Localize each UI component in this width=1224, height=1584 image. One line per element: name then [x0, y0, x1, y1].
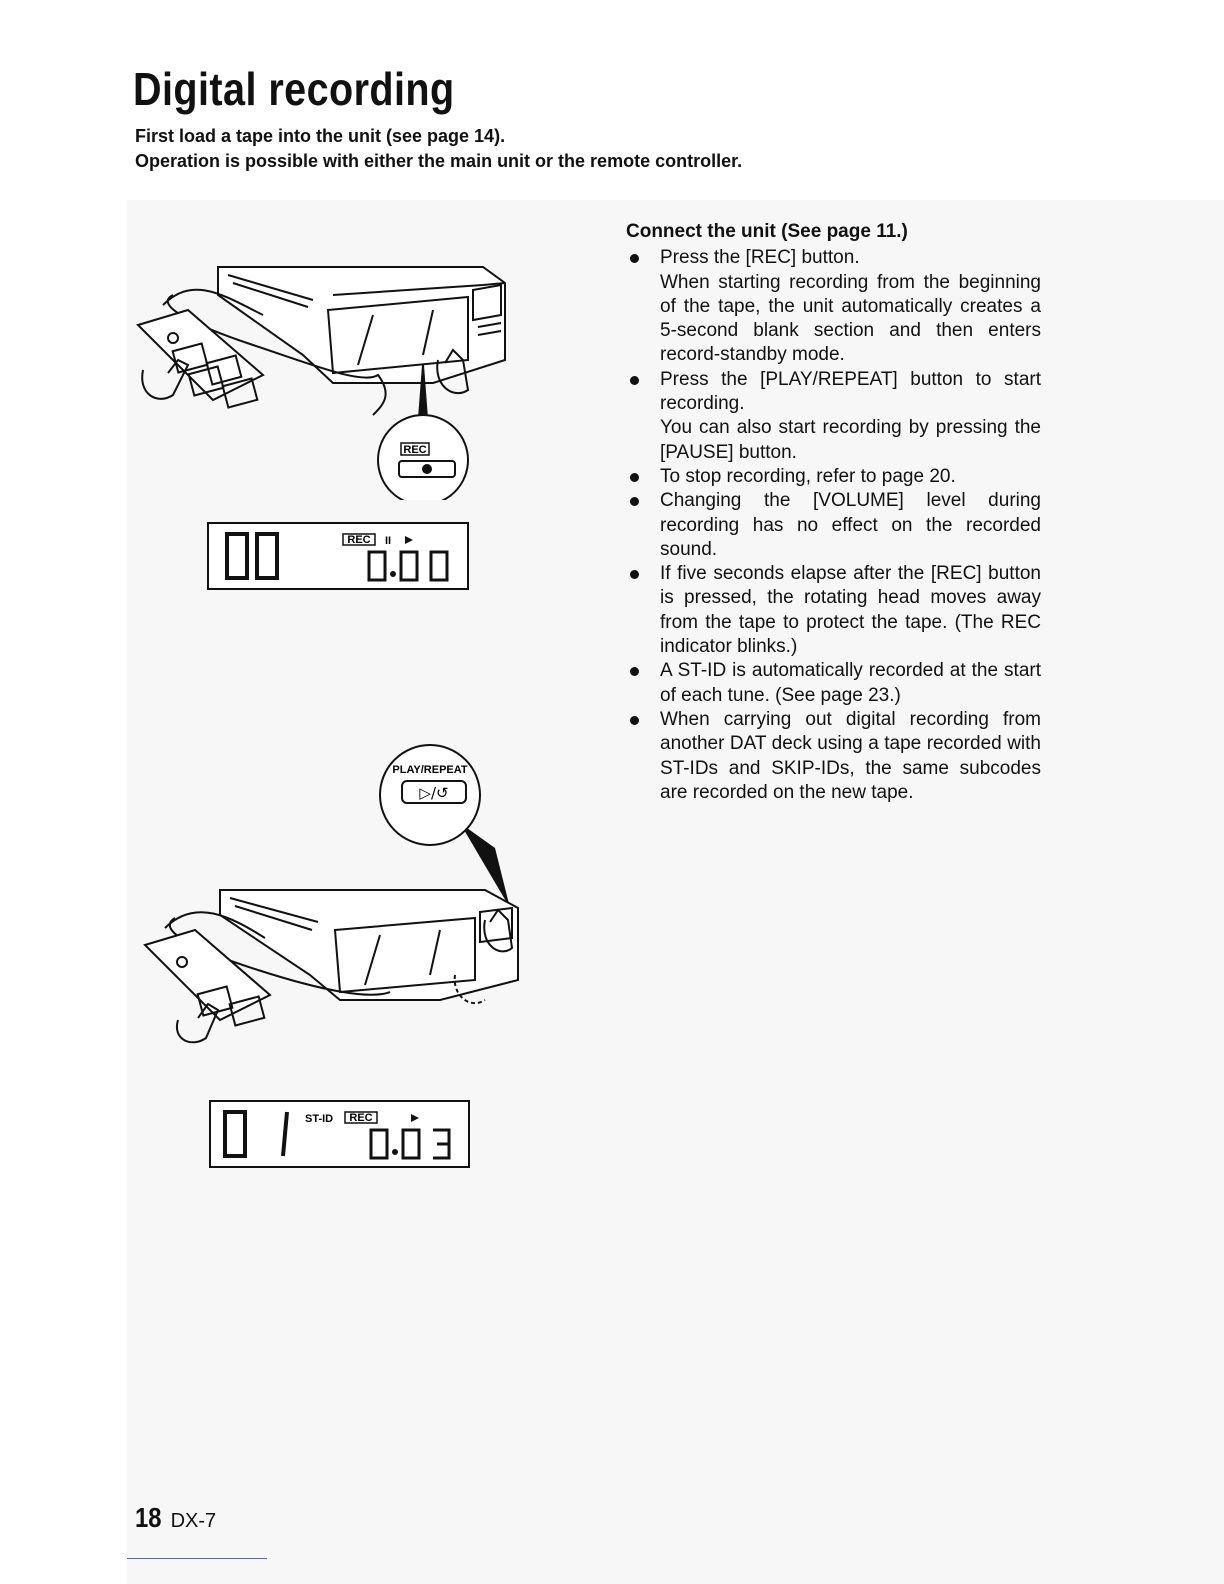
list-item — [626, 659, 1041, 708]
lcd1-rec-indicator: REC — [347, 534, 371, 546]
lcd2-rec-indicator: REC — [349, 1112, 373, 1124]
lcd2-stid-label: ST-ID — [305, 1113, 334, 1125]
item-text: You can also start recording by pressing the [PAUSE] button. — [660, 417, 1041, 463]
instructions — [626, 220, 1041, 805]
list-item — [626, 489, 1041, 562]
play-repeat-label: PLAY/REPEAT — [392, 764, 468, 776]
intro-line-1: First load a tape into the unit (see page 14). — [135, 126, 506, 146]
page-number: 18 — [135, 1502, 162, 1533]
item-text: To stop recording, refer to page 20. — [660, 465, 956, 487]
play-icon — [405, 536, 413, 544]
page-title: Digital recording — [133, 63, 455, 115]
intro-text — [135, 124, 742, 174]
list-item — [626, 368, 1041, 465]
rec-callout-circle — [378, 415, 468, 500]
list-item — [626, 465, 1041, 489]
page-footer — [135, 1502, 216, 1534]
list-item — [626, 562, 1041, 659]
instruction-list — [626, 246, 1041, 805]
play-icon — [411, 1114, 419, 1122]
list-item — [626, 708, 1041, 805]
item-text: A ST-ID is automatically recorded at the start of each tune. (See page 23.) — [660, 660, 1041, 706]
item-text: Press the [REC] button. — [660, 247, 860, 269]
rec-button-label: REC — [403, 444, 427, 456]
item-text: When starting recording from the beginning of the tape, the unit automatically creates a 5-second blank section and then enters record-standby mode. — [660, 271, 1041, 366]
intro-line-2: Operation is possible with either the main unit or the remote controller. — [135, 151, 743, 171]
lcd-display-1 — [207, 522, 469, 590]
record-dot-icon — [422, 464, 432, 474]
item-text: Press the [PLAY/REPEAT] button to start recording. — [660, 368, 1041, 415]
item-text: When carrying out digital recording from another DAT deck using a tape recorded with ST-IDs and SKIP-IDs, the same subcodes are recorded on the new tape. — [660, 708, 1041, 803]
play-repeat-icon: ▷/↺ — [419, 784, 449, 802]
footer-rule — [127, 1558, 267, 1559]
figure-play-illustration — [140, 880, 525, 1045]
item-text: Changing the [VOLUME] level during recording has no effect on the recorded sound. — [660, 490, 1041, 560]
figure-rec-illustration — [133, 255, 513, 500]
lcd-display-2 — [209, 1100, 470, 1168]
pause-icon: II — [385, 535, 392, 547]
instructions-heading: Connect the unit (See page 11.) — [626, 221, 908, 242]
model-name: DX-7 — [170, 1510, 217, 1532]
item-text: If five seconds elapse after the [REC] button is pressed, the rotating head moves away from the tape to protect the tape. (The REC indicator blinks.) — [660, 563, 1041, 658]
list-item — [626, 246, 1041, 367]
deck-remote-drawing — [133, 255, 513, 500]
